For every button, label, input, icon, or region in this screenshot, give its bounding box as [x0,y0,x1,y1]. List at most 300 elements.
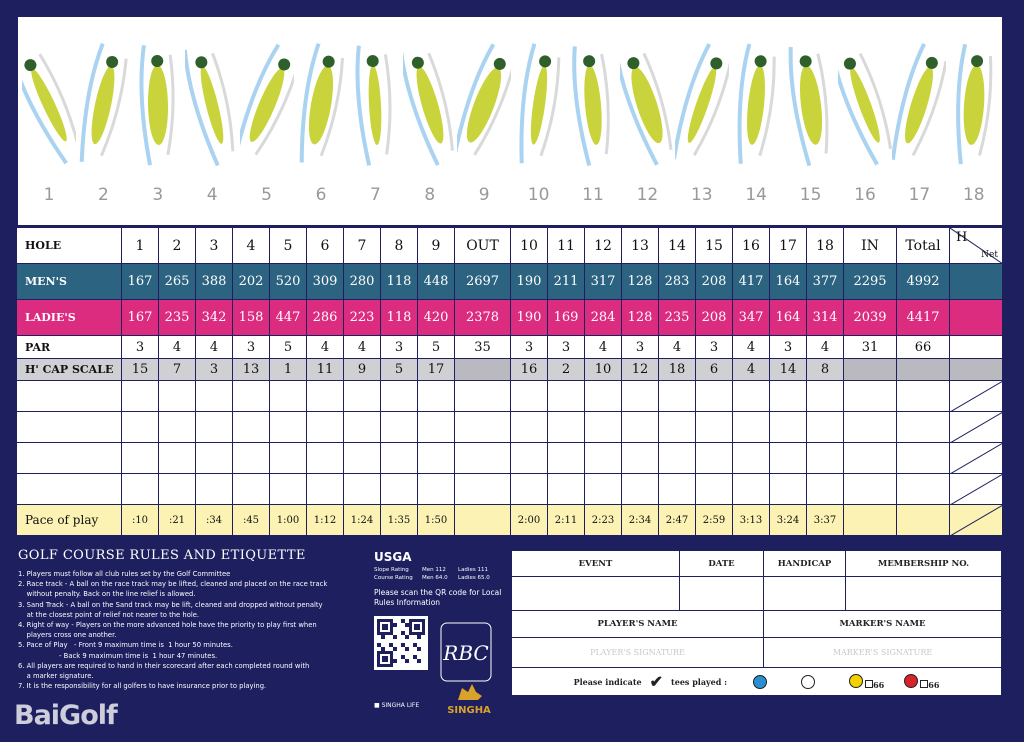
rule-item: 2. Race track - A ball on the race track may be lifted, cleaned and placed on the race track [18,580,328,589]
ladies-value: 235 [659,300,696,336]
hcap-value: 1 [270,359,307,381]
h-net-h: H [956,230,968,245]
hcap-value: 12 [622,359,659,381]
par-value: 3 [770,336,807,359]
pace-net [950,505,1003,536]
total-header: Total [897,228,950,264]
yellow-tee-value: 66 [873,679,885,690]
score-cell[interactable] [17,381,122,412]
net-score-cell[interactable] [950,381,1003,412]
hole-map-number: 1 [43,185,55,205]
pace-value: 1:12 [307,505,344,536]
score-cell[interactable] [455,412,511,443]
par-value: 5 [270,336,307,359]
ladies-label: LADIE'S [17,300,122,336]
par-value: 3 [233,336,270,359]
ladies-value: 158 [233,300,270,336]
par-total: 66 [897,336,950,359]
singha-logo: SINGHA [444,682,494,716]
par-row [17,336,1003,359]
ladies-value: 167 [122,300,159,336]
markers-signature-field[interactable]: MARKER'S SIGNATURE [764,638,1002,668]
hole-map[interactable] [892,17,946,225]
score-cell[interactable] [233,474,270,505]
score-cell[interactable] [122,474,159,505]
hole-map[interactable] [76,17,130,225]
scorecard-table [16,227,1003,536]
score-cell[interactable] [270,443,307,474]
player-score-row[interactable] [17,443,1003,474]
score-cell[interactable] [807,474,844,505]
pace-value: 3:24 [770,505,807,536]
par-in: 31 [844,336,897,359]
rbc-logo [440,622,492,686]
pace-in [844,505,897,536]
hcap-value: 7 [159,359,196,381]
score-cell[interactable] [511,474,548,505]
hole-number: 6 [307,228,344,264]
score-cell[interactable] [455,381,511,412]
hole-map[interactable] [457,17,511,225]
score-cell[interactable] [270,412,307,443]
hole-map-number: 14 [745,185,767,205]
hole-map-number: 8 [424,185,436,205]
hole-number: 11 [548,228,585,264]
ladies-value: 164 [770,300,807,336]
hcap-value: 16 [511,359,548,381]
hole-map-number: 16 [854,185,876,205]
course-label: Course Rating [374,575,413,581]
men-course: Men 64.0 [422,575,448,581]
hcap-label: H' CAP SCALE [17,359,122,381]
hcap-value: 13 [233,359,270,381]
score-cell[interactable] [659,443,696,474]
pace-value: 2:23 [585,505,622,536]
score-cell[interactable] [418,381,455,412]
hole-map-number: 3 [152,185,164,205]
ladies-value: 128 [622,300,659,336]
event-label: EVENT [512,551,680,577]
hole-map-number: 9 [478,185,490,205]
hole-map-number: 11 [582,185,604,205]
score-cell[interactable] [511,443,548,474]
rules-section [18,548,368,691]
score-cell[interactable] [307,412,344,443]
score-cell[interactable] [733,474,770,505]
hole-map[interactable] [620,17,674,225]
score-cell[interactable] [196,443,233,474]
handicap-label: HANDICAP [764,551,846,577]
watermark: BaiGolf [14,700,117,731]
pace-out [455,505,511,536]
h-net-header [950,228,1003,264]
men-value: 164 [770,264,807,300]
ladies-value: 342 [196,300,233,336]
hole-number: 16 [733,228,770,264]
hcap-value: 5 [381,359,418,381]
men-value: 283 [659,264,696,300]
lion-icon [454,682,484,702]
score-cell[interactable] [381,412,418,443]
score-cell[interactable] [511,381,548,412]
hole-number: 7 [344,228,381,264]
out-header: OUT [455,228,511,264]
yellow-tee-option[interactable] [849,674,863,688]
hole-number: 18 [807,228,844,264]
score-cell[interactable] [381,443,418,474]
score-cell[interactable] [455,443,511,474]
par-value: 3 [122,336,159,359]
white-tee-option[interactable] [801,675,815,689]
rule-item: 3. Sand Track - A ball on the Sand track may be lift, cleaned and dropped without penalty [18,600,323,609]
mens-row [17,264,1003,300]
hcap-value: 11 [307,359,344,381]
net-score-cell[interactable] [950,474,1003,505]
score-cell[interactable] [307,474,344,505]
score-cell[interactable] [622,381,659,412]
hcap-value: 4 [733,359,770,381]
par-value: 4 [344,336,381,359]
men-value: 128 [622,264,659,300]
rule-item: a marker signature. [18,672,94,681]
par-net [950,336,1003,359]
score-cell[interactable] [122,443,159,474]
ladies-value: 235 [159,300,196,336]
event-field[interactable] [512,577,680,611]
score-cell[interactable] [622,474,659,505]
membership-field[interactable] [846,577,1002,611]
net-score-cell[interactable] [950,443,1003,474]
hole-map[interactable] [240,17,294,225]
hole-map-number: 17 [908,185,931,205]
score-cell[interactable] [585,443,622,474]
par-value: 3 [548,336,585,359]
score-cell[interactable] [196,474,233,505]
hcap-value: 17 [418,359,455,381]
hole-map[interactable] [675,17,729,225]
par-value: 3 [622,336,659,359]
men-value: 417 [733,264,770,300]
hole-number: 17 [770,228,807,264]
hole-number: 9 [418,228,455,264]
score-cell[interactable] [844,412,897,443]
score-cell[interactable] [659,381,696,412]
rules-title: GOLF COURSE RULES AND ETIQUETTE [18,548,306,563]
men-in: 2295 [844,264,897,300]
usga-logo: USGA [374,550,412,564]
hole-number: 4 [233,228,270,264]
score-cell[interactable] [897,381,950,412]
hole-number: 2 [159,228,196,264]
score-cell[interactable] [344,381,381,412]
score-cell[interactable] [844,381,897,412]
pace-total [897,505,950,536]
score-cell[interactable] [548,412,585,443]
score-cell[interactable] [659,412,696,443]
score-cell[interactable] [548,443,585,474]
hcap-value: 6 [696,359,733,381]
hole-number: 3 [196,228,233,264]
hole-number: 13 [622,228,659,264]
hcap-net [950,359,1003,381]
pace-value: 3:37 [807,505,844,536]
par-value: 4 [733,336,770,359]
hcap-value: 8 [807,359,844,381]
score-cell[interactable] [159,474,196,505]
men-value: 309 [307,264,344,300]
in-header: IN [844,228,897,264]
score-cell[interactable] [196,412,233,443]
score-cell[interactable] [585,412,622,443]
pace-value: 1:35 [381,505,418,536]
hcap-out [455,359,511,381]
hole-map[interactable] [22,17,76,225]
score-cell[interactable] [233,412,270,443]
score-cell[interactable] [17,443,122,474]
tees-suffix: tees played : [671,676,728,687]
hole-maps-panel [18,17,1002,225]
ladies-out: 2378 [455,300,511,336]
handicap-field[interactable] [764,577,846,611]
pace-value: 2:34 [622,505,659,536]
hcap-in [844,359,897,381]
score-cell[interactable] [585,474,622,505]
score-cell[interactable] [270,381,307,412]
score-cell[interactable] [233,381,270,412]
rule-item: 5. Pace of Play - Front 9 maximum time is 1 hour 50 minutes. [18,641,233,650]
men-value: 317 [585,264,622,300]
pace-row [17,505,1003,536]
hcap-row [17,359,1003,381]
score-cell[interactable] [418,412,455,443]
score-cell[interactable] [844,474,897,505]
score-cell[interactable] [770,381,807,412]
player-score-row[interactable] [17,381,1003,412]
score-cell[interactable] [381,474,418,505]
men-out: 2697 [455,264,511,300]
red-tee-value: 66 [928,679,940,690]
svg-text:RBC: RBC [443,641,489,665]
score-cell[interactable] [511,412,548,443]
score-cell[interactable] [897,474,950,505]
score-cell[interactable] [381,381,418,412]
hole-row [17,228,1003,264]
hcap-value: 3 [196,359,233,381]
rule-item: 7. It is the responsibility for all golfers to have insurance prior to playing. [18,682,267,691]
rule-item: 6. All players are required to hand in their scorecard after each completed round with [18,661,310,670]
score-cell[interactable] [696,381,733,412]
score-cell[interactable] [733,412,770,443]
men-value: 118 [381,264,418,300]
hole-map-number: 18 [962,185,985,205]
hole-map-number: 12 [636,185,659,205]
score-cell[interactable] [585,381,622,412]
men-value: 388 [196,264,233,300]
score-cell[interactable] [17,474,122,505]
pace-value: 1:00 [270,505,307,536]
score-cell[interactable] [548,474,585,505]
ladies-value: 190 [511,300,548,336]
score-cell[interactable] [455,474,511,505]
hole-map[interactable] [294,17,348,225]
hcap-value: 18 [659,359,696,381]
players-signature-field[interactable]: PLAYER'S SIGNATURE [512,638,764,668]
hole-number: 12 [585,228,622,264]
ladies-value: 447 [270,300,307,336]
pace-value: :21 [159,505,196,536]
score-cell[interactable] [659,474,696,505]
score-cell[interactable] [122,381,159,412]
hole-map[interactable] [185,17,239,225]
hole-map[interactable] [131,17,185,225]
checkmark-icon: ✔ [649,672,664,691]
ladies-net [950,300,1003,336]
ladies-course: Ladies 65.0 [458,575,490,581]
score-cell[interactable] [622,443,659,474]
pace-label: Pace of play [17,505,122,536]
score-cell[interactable] [696,474,733,505]
hole-map[interactable] [512,17,566,225]
player-score-row[interactable] [17,474,1003,505]
par-value: 4 [585,336,622,359]
score-cell[interactable] [122,412,159,443]
blue-tee-option[interactable] [753,675,767,689]
score-cell[interactable] [159,412,196,443]
hcap-value: 15 [122,359,159,381]
score-cell[interactable] [844,443,897,474]
yellow-tee-checkbox[interactable] [865,680,873,688]
score-cell[interactable] [622,412,659,443]
score-cell[interactable] [233,443,270,474]
score-cell[interactable] [344,412,381,443]
hole-map[interactable] [784,17,838,225]
hole-number: 8 [381,228,418,264]
qr-note: Please scan the QR code for Local Rules Information [374,588,502,607]
hcap-value: 9 [344,359,381,381]
hole-number: 10 [511,228,548,264]
par-value: 3 [696,336,733,359]
score-cell[interactable] [897,443,950,474]
score-cell[interactable] [733,443,770,474]
score-cell[interactable] [196,381,233,412]
score-cell[interactable] [344,474,381,505]
score-cell[interactable] [344,443,381,474]
men-value: 202 [233,264,270,300]
par-label: PAR [17,336,122,359]
pace-value: :34 [196,505,233,536]
score-cell[interactable] [770,412,807,443]
score-cell[interactable] [733,381,770,412]
rule-item: 1. Players must follow all club rules set by the Golf Committee [18,570,231,578]
par-value: 4 [659,336,696,359]
score-cell[interactable] [17,412,122,443]
ladies-value: 286 [307,300,344,336]
hole-map-number: 10 [527,185,550,205]
player-info-table [511,550,1002,696]
pace-value: 1:24 [344,505,381,536]
ladies-slope: Ladies 111 [458,567,488,573]
score-cell[interactable] [696,412,733,443]
singha-life-logo: ■ SINGHA LIFE [374,702,420,709]
ladies-value: 223 [344,300,381,336]
men-value: 211 [548,264,585,300]
pace-value: :45 [233,505,270,536]
hole-map[interactable] [348,17,402,225]
hcap-total [897,359,950,381]
hcap-value: 10 [585,359,622,381]
score-cell[interactable] [770,443,807,474]
hole-map[interactable] [947,17,1001,225]
score-cell[interactable] [807,443,844,474]
score-cell[interactable] [307,443,344,474]
hole-map-number: 6 [315,185,327,205]
rule-item: players cross one another. [18,631,117,640]
men-value: 448 [418,264,455,300]
par-value: 4 [807,336,844,359]
pace-value: 2:00 [511,505,548,536]
hole-map[interactable] [838,17,892,225]
players-name-label: PLAYER'S NAME [512,611,764,638]
men-value: 520 [270,264,307,300]
hole-map[interactable] [729,17,783,225]
hole-map[interactable] [566,17,620,225]
score-cell[interactable] [159,443,196,474]
score-cell[interactable] [418,474,455,505]
hole-map-number: 4 [206,185,218,205]
ladies-value: 118 [381,300,418,336]
date-label: DATE [680,551,764,577]
hole-map-number: 13 [690,185,713,205]
score-cell[interactable] [770,474,807,505]
score-cell[interactable] [807,412,844,443]
par-value: 3 [381,336,418,359]
men-value: 208 [696,264,733,300]
rule-item: - Back 9 maximum time is 1 hour 47 minutes. [18,651,218,660]
rule-item: without penalty. Back on the line relief is allowed. [18,590,196,599]
men-net [950,264,1003,300]
ladies-value: 169 [548,300,585,336]
score-cell[interactable] [307,381,344,412]
score-cell[interactable] [270,474,307,505]
ladies-value: 284 [585,300,622,336]
date-field[interactable] [680,577,764,611]
hole-map[interactable] [403,17,457,225]
score-cell[interactable] [696,443,733,474]
red-tee-option[interactable] [904,674,918,688]
pace-value: 3:13 [733,505,770,536]
pace-value: 1:50 [418,505,455,536]
net-score-cell[interactable] [950,412,1003,443]
score-cell[interactable] [159,381,196,412]
men-value: 377 [807,264,844,300]
hcap-value: 14 [770,359,807,381]
player-score-row[interactable] [17,412,1003,443]
men-value: 167 [122,264,159,300]
pace-value: 2:47 [659,505,696,536]
par-out: 35 [455,336,511,359]
ladies-row [17,300,1003,336]
score-cell[interactable] [418,443,455,474]
pace-value: 2:11 [548,505,585,536]
qr-code[interactable] [374,616,428,670]
score-cell[interactable] [548,381,585,412]
score-cell[interactable] [807,381,844,412]
men-value: 280 [344,264,381,300]
hole-label: HOLE [17,228,122,264]
par-value: 3 [511,336,548,359]
score-cell[interactable] [897,412,950,443]
par-value: 4 [196,336,233,359]
